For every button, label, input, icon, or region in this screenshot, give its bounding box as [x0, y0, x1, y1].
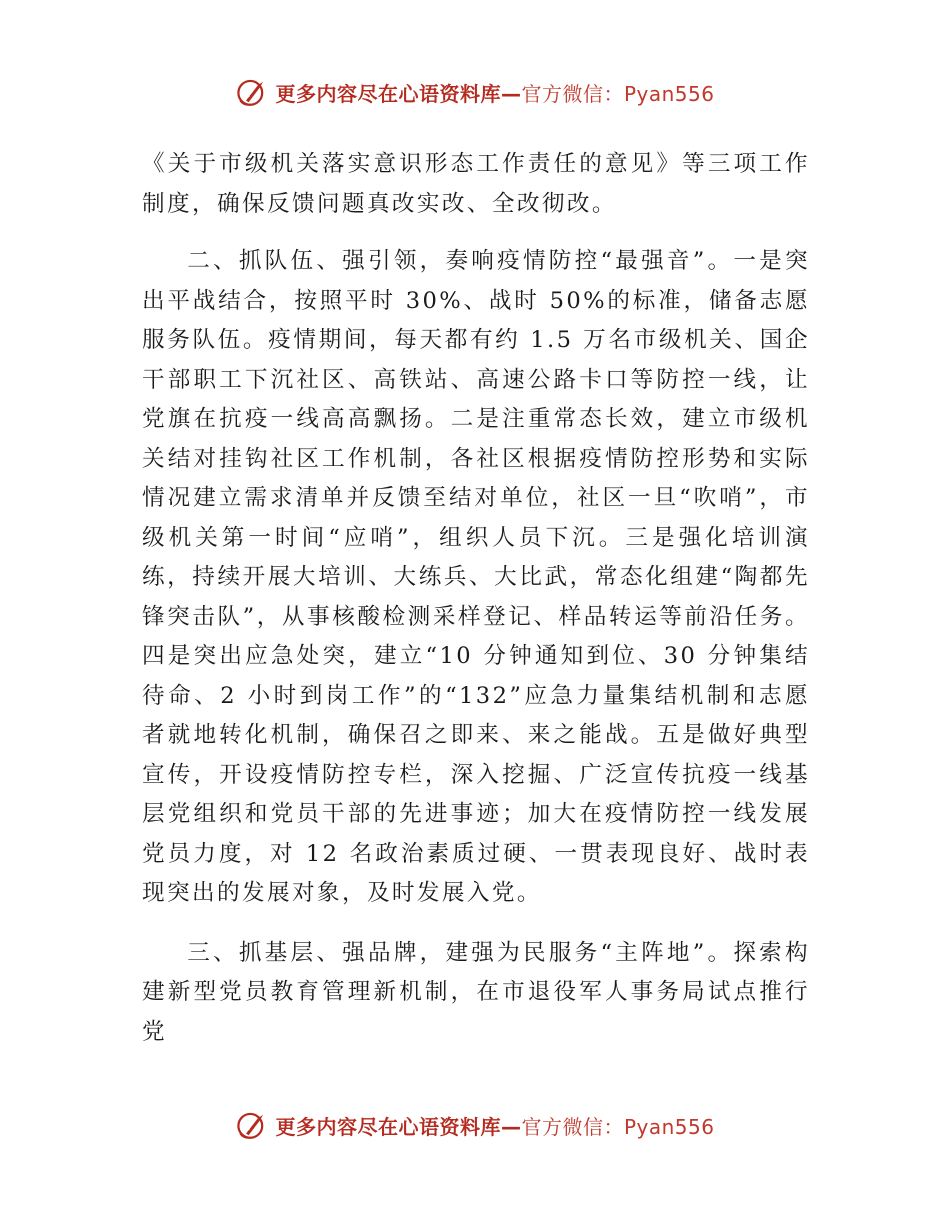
footer-watermark — [0, 1105, 950, 1145]
paragraph-section-two: 二、抓队伍、强引领，奏响疫情防控“最强音”。一是突出平战结合，按照平时 30%、战时 50%的标准，储备志愿服务队伍。疫情期间，每天都有约 1.5 万名市级机关、国企干部职工下沉社区、高铁站、高速公路卡口等防控一线，让党旗在抗疫一线高高飘扬。二是注重常态长效，建立市级机关结对挂钩社区工作机制，各社区根据疫情防控形势和实际情况建立需求清单并反馈至结对单位，社区一旦“吹哨”，市级机关第一时间“应哨”，组织人员下沉。三是强化培训演练，持续开展大培训、大练兵、大比武，常态化组建“陶都先锋突击队”，从事核酸检测采样登记、样品转运等前沿任务。四是突出应急处突，建立“10 分钟通知到位、30 分钟集结待命、2 小时到岗工作”的“132”应急力量集结机制和志愿者就地转化机制，确保召之即来、来之能战。五是做好典型宣传，开设疫情防控专栏，深入挖掘、广泛宣传抗疫一线基层党组织和党员干部的先进事迹；加大在疫情防控一线发展党员力度，对 12 名政治素质过硬、一贯表现良好、战时表现突出的发展对象，及时发展入党。 — [142, 248, 810, 906]
paragraph-section-three: 三、抓基层、强品牌，建强为民服务“主阵地”。探索构建新型党员教育管理新机制，在市退役军人事务局试点推行党 — [142, 939, 810, 1045]
watermark-main: 更多内容尽在心语资料库 — [275, 81, 501, 106]
watermark-text — [275, 1111, 714, 1140]
watermark-text — [275, 78, 714, 107]
document-body — [142, 145, 810, 1072]
paragraph-continuation: 《关于市级机关落实意识形态工作责任的意见》等三项工作制度，确保反馈问题真改实改、全改彻改。 — [142, 151, 810, 217]
pen-nib-logo-icon — [235, 75, 269, 109]
watermark-contact: 官方微信：Pyan556 — [521, 1114, 715, 1139]
watermark-main: 更多内容尽在心语资料库 — [275, 1114, 501, 1139]
header-watermark — [0, 72, 950, 112]
header-watermark-inner — [235, 75, 714, 109]
footer-watermark-inner — [235, 1108, 714, 1142]
watermark-dash: — — [500, 1114, 522, 1139]
watermark-dash: — — [500, 81, 522, 106]
watermark-contact: 官方微信：Pyan556 — [521, 81, 715, 106]
pen-nib-logo-icon — [235, 1108, 269, 1142]
